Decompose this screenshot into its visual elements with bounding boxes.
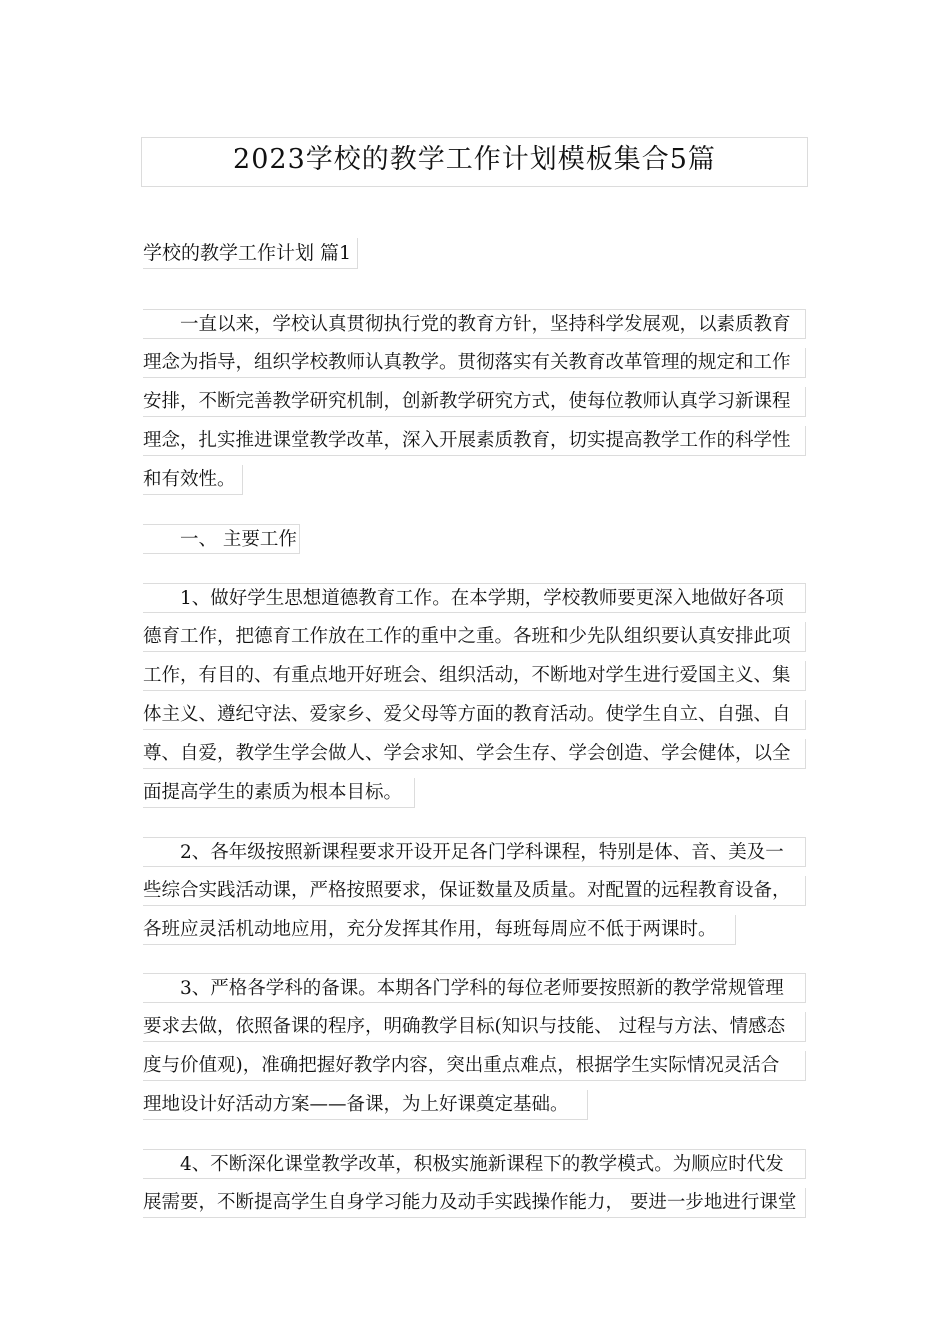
item1-line: 体主义、遵纪守法、爱家乡、爱父母等方面的教育活动。使学生自立、自强、自 — [143, 700, 806, 730]
intro-line: 安排，不断完善教学研究机制，创新教学研究方式，使每位教师认真学习新课程 — [143, 387, 806, 417]
item2-line: 些综合实践活动课，严格按照要求，保证数量及质量。对配置的远程教育设备， — [143, 876, 806, 906]
item2-line: 2、各年级按照新课程要求开设开足各门学科课程，特别是体、音、美及一 — [143, 837, 806, 867]
intro-line: 和有效性。 — [143, 465, 243, 495]
section-heading: 学校的教学工作计划 篇1 — [143, 238, 358, 269]
item3-line: 3、严格各学科的备课。本期各门学科的每位老师要按照新的教学常规管理 — [143, 973, 806, 1003]
item3-line: 度与价值观)，准确把握好教学内容，突出重点难点，根据学生实际情况灵活合 — [143, 1051, 806, 1081]
intro-line: 一直以来，学校认真贯彻执行党的教育方针，坚持科学发展观，以素质教育 — [143, 309, 806, 339]
item1-line: 德育工作，把德育工作放在工作的重中之重。各班和少先队组织要认真安排此项 — [143, 622, 806, 652]
item1-line: 面提高学生的素质为根本目标。 — [143, 778, 415, 808]
item3-line: 要求去做，依照备课的程序，明确教学目标(知识与技能、 过程与方法、情感态 — [143, 1012, 806, 1042]
item3-line: 理地设计好活动方案——备课，为上好课奠定基础。 — [143, 1090, 588, 1120]
document-title: 2023学校的教学工作计划模板集合5篇 — [141, 137, 808, 187]
main-work-heading: 一、 主要工作 — [143, 524, 300, 554]
item4-line: 展需要，不断提高学生自身学习能力及动手实践操作能力， 要进一步地进行课堂 — [143, 1188, 806, 1218]
item4-line: 4、不断深化课堂教学改革，积极实施新课程下的教学模式。为顺应时代发 — [143, 1149, 806, 1179]
item1-line: 尊、自爱，教学生学会做人、学会求知、学会生存、学会创造、学会健体，以全 — [143, 739, 806, 769]
item1-line: 工作，有目的、有重点地开好班会、组织活动，不断地对学生进行爱国主义、集 — [143, 661, 806, 691]
item1-line: 1、做好学生思想道德教育工作。在本学期，学校教师要更深入地做好各项 — [143, 583, 806, 613]
item2-line: 各班应灵活机动地应用，充分发挥其作用，每班每周应不低于两课时。 — [143, 915, 736, 945]
intro-line: 理念为指导，组织学校教师认真教学。贯彻落实有关教育改革管理的规定和工作 — [143, 348, 806, 378]
intro-line: 理念，扎实推进课堂教学改革，深入开展素质教育，切实提高教学工作的科学性 — [143, 426, 806, 456]
